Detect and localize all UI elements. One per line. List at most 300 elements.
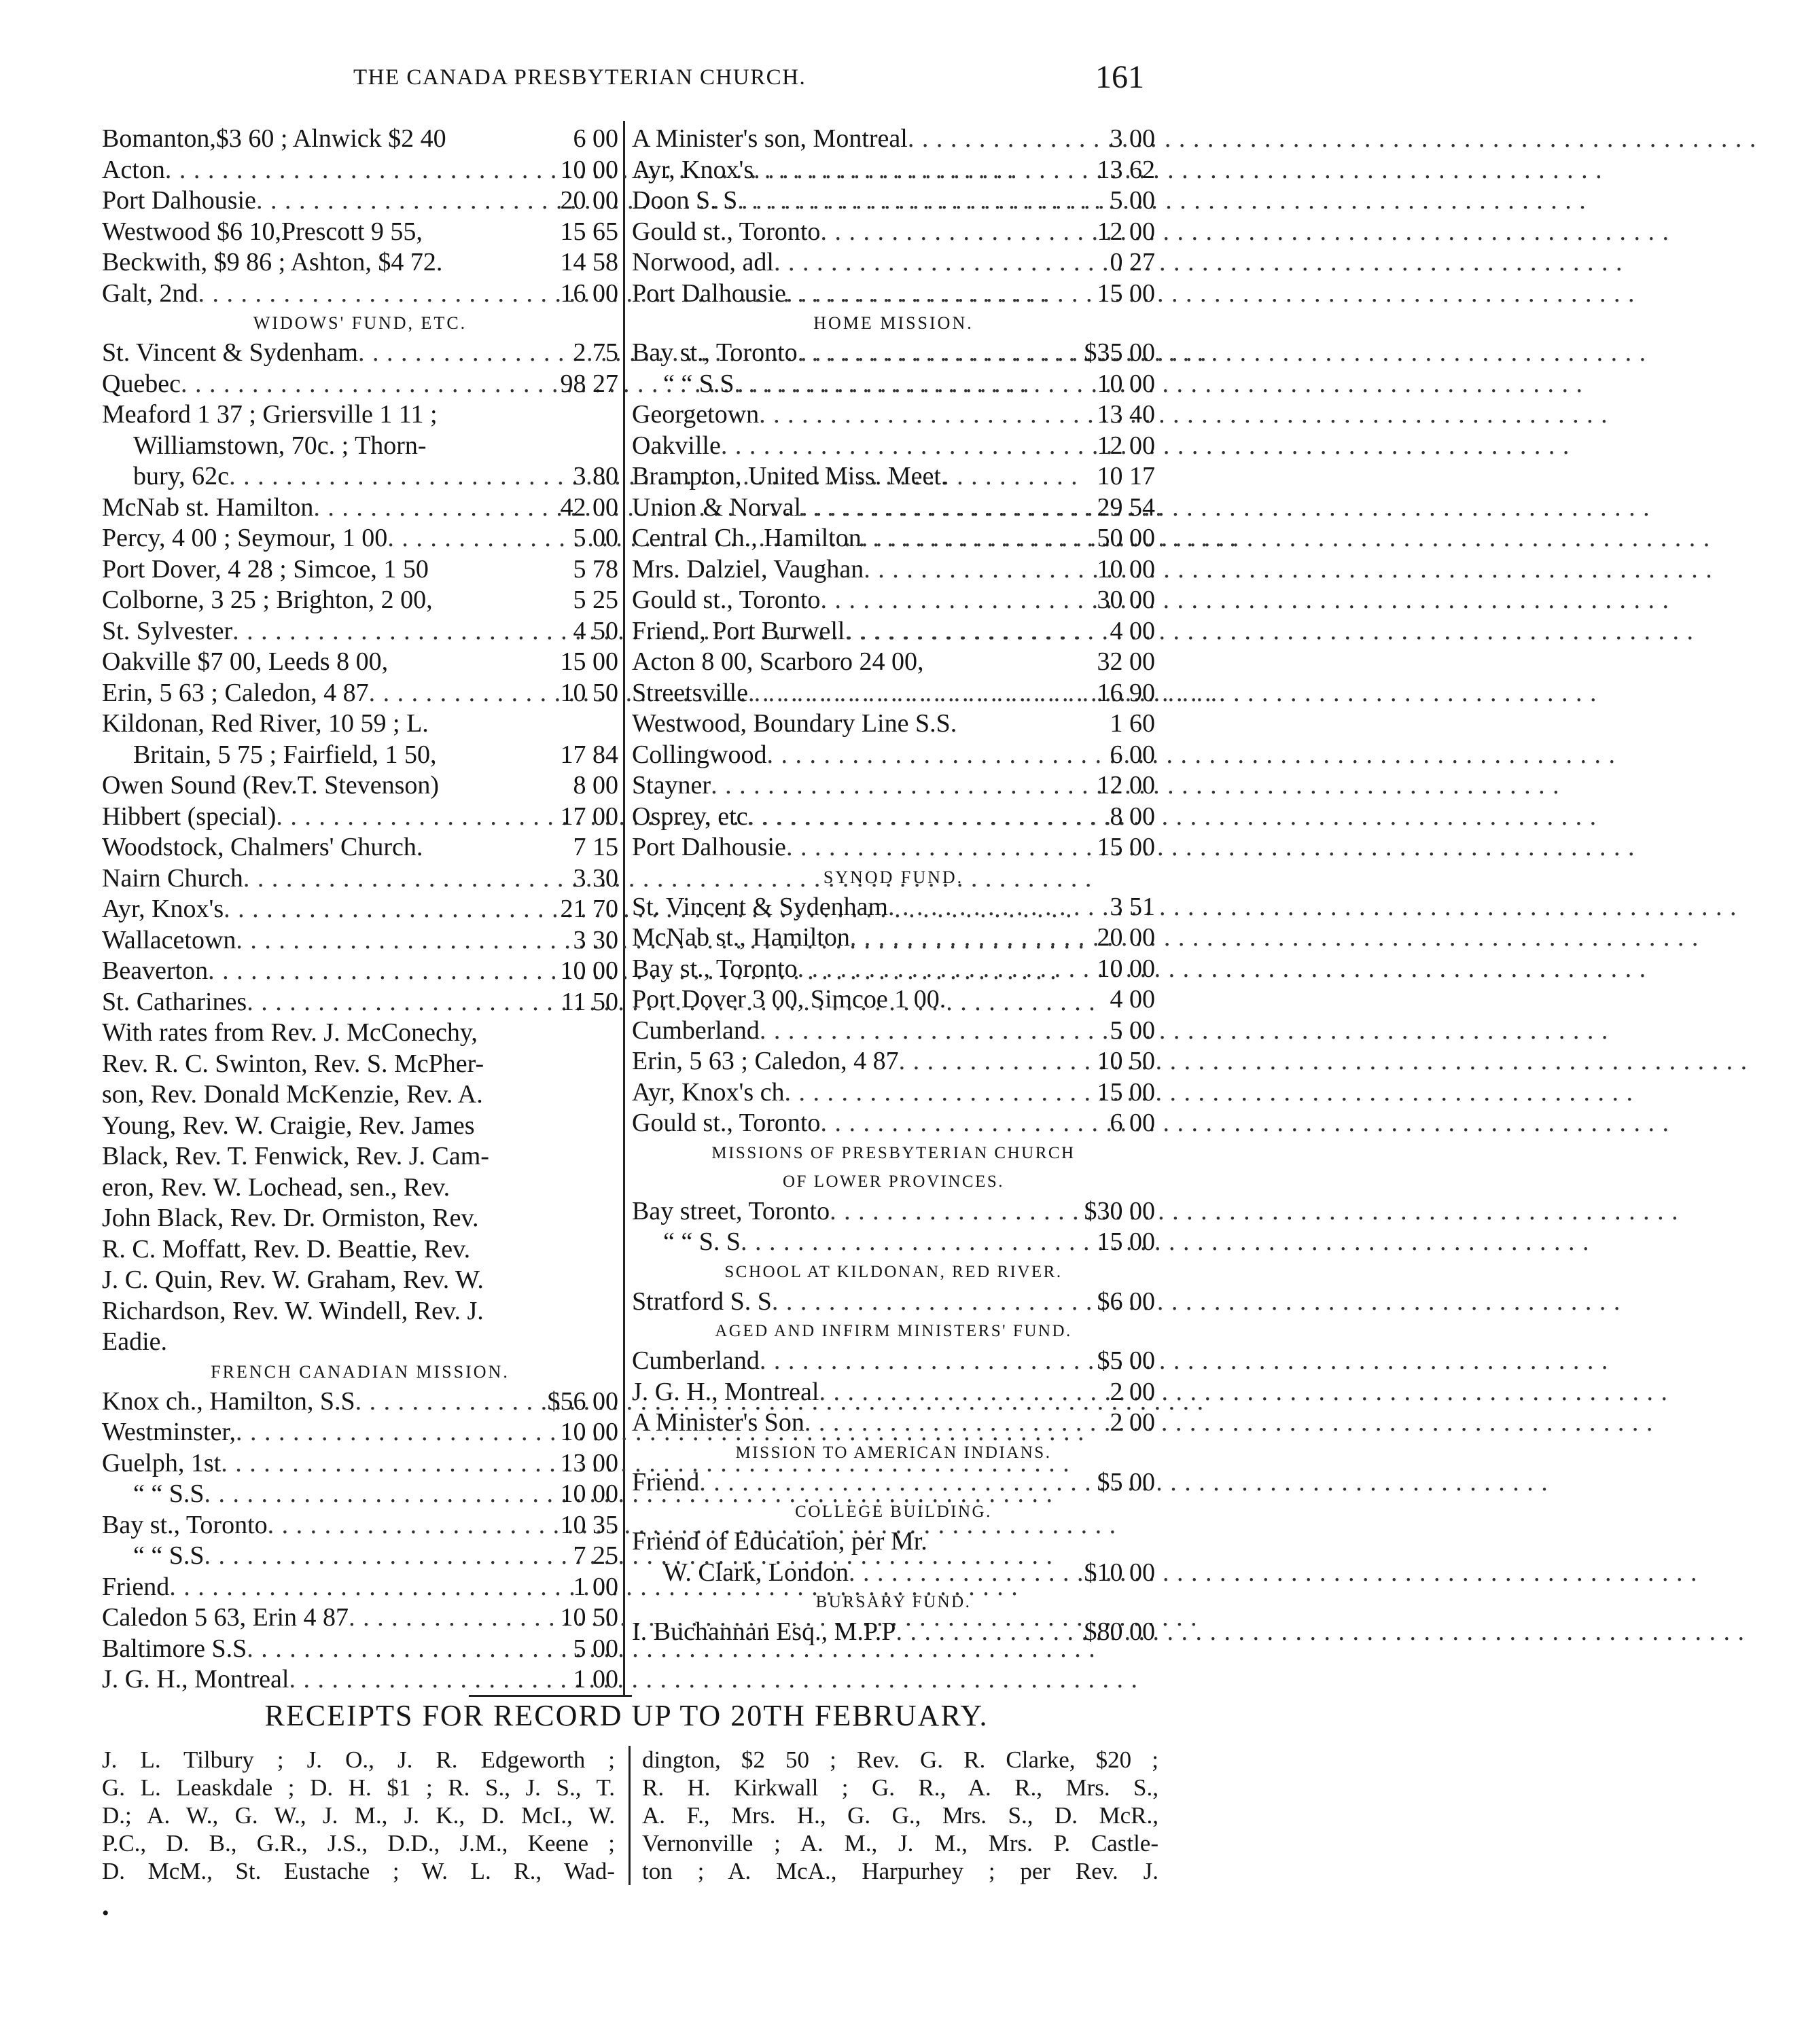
list-item [632,461,1155,492]
entry-amount: 17 84 [560,740,618,769]
entry-amount: 4 00 [1110,616,1155,645]
entry-label: Port Dover 3 00, Simcoe 1 00. [632,985,946,1014]
list-item [102,338,618,369]
entry-amount: 15 00 [560,647,618,676]
entry-amount: 5 00 [1110,186,1155,215]
leader-dots [349,1602,529,1634]
leader-dots [734,369,1066,400]
text-line: G. L. Leaskdale ; D. H. $1 ; R. S., J. S., T. [102,1774,615,1801]
entry-amount: 11 50 [561,987,618,1016]
list-item [102,647,618,678]
leader-dots [820,585,1065,616]
entry-label: St. Catharines [102,987,247,1016]
list-item [632,338,1155,369]
list-item [632,1016,1155,1047]
section-heading-lower-provinces: MISSIONS OF PRESBYTERIAN CHURCH [711,1143,1076,1162]
entry-amount: 10 50 [1097,1047,1155,1075]
entry-label: Oakville $7 00, Leeds 8 00, [102,647,389,676]
leader-dots [850,922,1065,954]
list-item [102,1664,618,1696]
text-line: Eadie. [102,1327,168,1356]
entry-label: Norwood, adl [632,248,774,276]
leader-dots [862,523,1065,554]
entry-amount: $80 00 [1084,1617,1155,1646]
list-item [632,279,1155,310]
page-number: 161 [1095,59,1144,95]
entry-label: A Minister's Son [632,1408,804,1437]
entry-amount: 5 00 [573,524,618,552]
leader-dots [247,1634,529,1665]
text-line: R. H. Kirkwall ; G. R., A. R., Mrs. S., [642,1774,1158,1801]
entry-label: Bay st., Toronto [632,338,798,367]
list-block [632,1617,1155,1648]
list-item [632,155,1155,186]
entry-amount: 6 00 [1110,740,1155,769]
list-item [102,678,618,709]
entry-amount: 7 15 [573,833,618,861]
list-item [632,922,1155,954]
entry-label: Erin, 5 63 ; Caledon, 4 87 [632,1047,899,1075]
list-item [632,369,1155,400]
list-item [102,1634,618,1665]
list-item [632,770,1155,802]
text-line: J. L. Tilbury ; J. O., J. R. Edgeworth ; [102,1746,615,1773]
entry-label: Caledon 5 63, Erin 4 87 [102,1603,349,1632]
leader-dots [355,1386,529,1418]
entry-label: Gould st., Toronto [632,217,821,246]
entry-amount: 10 50 [560,678,618,707]
text-line: D.; A. W., G. W., J. M., J. K., D. McI., W. [102,1802,615,1829]
entry-label: Osprey, etc [632,802,748,831]
list-item [102,369,618,400]
entry-label: Stratford S. S [632,1287,772,1316]
entry-label: Nairn Church [102,863,243,893]
entry-amount: 5 00 [573,1634,618,1663]
entry-amount: $10 00 [1084,1558,1155,1587]
list-item [102,832,618,863]
entry-amount: 29 54 [1097,492,1155,522]
entry-label: Port Dalhousie [102,186,256,215]
entry-amount: 10 00 [1097,554,1155,584]
leader-dots [804,1408,1065,1439]
list-item [632,1617,1155,1648]
entry-amount: $30 00 [1084,1196,1155,1225]
entry-label: Ayr, Knox's [632,155,754,184]
leader-dots [224,894,529,925]
text-line: A. F., Mrs. H., G. G., Mrs. S., D. McR., [642,1802,1158,1829]
text-line: D. McM., St. Eustache ; W. L. R., Wad- [102,1858,615,1884]
list-item [102,956,618,987]
list-item [632,1227,1155,1258]
leader-dots [908,124,1065,155]
entry-label: Bomanton,$3 60 ; Alnwick $2 40 [102,124,446,153]
list-block [632,1196,1155,1258]
section-heading-lower-provinces-2: OF LOWER PROVINCES. [783,1172,1004,1191]
list-item [102,1602,618,1634]
text-line: R. C. Moffatt, Rev. D. Beattie, Rev. [102,1234,471,1263]
list-item [102,554,618,586]
leader-dots [358,338,529,369]
list-item [632,892,1155,923]
leader-dots [737,185,1065,217]
entry-label: bury, 62c [133,462,230,490]
running-title: THE CANADA PRESBYTERIAN CHURCH. [353,65,807,90]
list-item [102,740,618,771]
list-item [632,1408,1155,1439]
entry-amount: 30 00 [1097,586,1155,614]
entry-label: Friend [632,1467,700,1496]
receipts-left-column [102,1746,615,1885]
entry-label: “ “ S.S [133,1541,205,1570]
entry-amount: 12 00 [1097,431,1155,460]
leader-dots [830,1196,1065,1227]
entry-amount: 7 25 [573,1541,618,1570]
entry-label: Bay st., Toronto [632,954,798,983]
leader-dots [748,678,1065,709]
text-line: son, Rev. Donald McKenzie, Rev. A. [102,1080,483,1109]
entry-label: Port Dover, 4 28 ; Simcoe, 1 50 [102,554,429,584]
leader-dots [798,954,1065,985]
list-item [632,709,1155,740]
text-line: Vernonville ; A. M., J. M., Mrs. P. Castle- [642,1830,1158,1857]
entry-label: Port Dalhousie [632,279,786,308]
entry-label: Beaverton [102,956,209,985]
leader-dots [711,770,1065,802]
section-heading-bursary-fund: BURSARY FUND. [815,1593,972,1611]
entry-label: Hibbert (special) [102,802,277,831]
list-item [102,863,618,895]
entry-label: Friend [102,1572,170,1601]
entry-label: Woodstock, Chalmers' Church. [102,833,423,861]
list-item [102,399,618,431]
receipts-rule [469,1695,632,1697]
entry-label: Kildonan, Red River, 10 59 ; L. [102,709,429,738]
entry-label: Wallacetown [102,925,236,954]
list-item [632,1558,1155,1589]
leader-dots [801,492,1065,524]
text-line: ton ; A. McA., Harpurhey ; per Rev. J. [642,1858,1158,1884]
receipts-title: RECEIPTS FOR RECORD UP TO 20TH FEBRUARY. [264,1699,989,1732]
list-item [102,1541,618,1572]
rates-paragraph [102,1018,618,1358]
entry-label: A Minister's son, Montreal [632,124,908,153]
list-item [102,925,618,956]
entry-amount: 5 78 [573,554,618,584]
leader-dots [759,399,1065,431]
leader-dots [313,492,529,524]
leader-dots [369,678,529,709]
entry-label: “ “ S.S [133,1480,205,1508]
list-item [632,647,1155,678]
entry-amount: 15 00 [1097,1227,1155,1256]
leader-dots [849,1558,1065,1589]
text-line: John Black, Rev. Dr. Ormiston, Rev. [102,1204,479,1232]
page-header [0,58,1253,99]
entry-amount: 8 00 [573,771,618,800]
entry-label: Beckwith, $9 86 ; Ashton, $4 72. [102,248,443,276]
list-item [632,1108,1155,1139]
leader-dots [198,279,529,310]
entry-label: Erin, 5 63 ; Caledon, 4 87 [102,678,369,707]
list-item [102,616,618,647]
list-item [102,1479,618,1510]
section-heading-home-mission: HOME MISSION. [813,313,974,333]
leader-dots [896,1617,1065,1648]
leader-dots [845,616,1065,647]
list-item [632,523,1155,554]
entry-label: I. Buchannan Esq., M.P.P [632,1617,896,1646]
entry-amount: 3 30 [573,925,618,954]
entry-label: Port Dalhousie [632,833,786,861]
entry-label: Acton [102,155,165,184]
leader-dots [786,279,1065,310]
entry-amount: $56 00 [547,1386,618,1416]
list-item [632,1467,1155,1499]
entry-amount: $35 00 [1084,338,1155,367]
receipts-right-column [642,1746,1158,1885]
list-item [102,987,618,1018]
entry-label: Ayr, Knox's [102,895,224,923]
list-item [632,431,1155,462]
entry-label: Streetsville [632,678,748,707]
entry-amount: $5 00 [1097,1467,1155,1496]
entry-amount: 1 00 [573,1572,618,1601]
list-item [102,461,618,492]
entry-label: Friend, Port Burwell [632,616,845,645]
entry-label: Union & Norval [632,492,802,522]
list-item [632,984,1155,1016]
entry-label: Westminster, [102,1418,236,1446]
leader-dots [205,1541,529,1572]
list-item [102,585,618,616]
entry-amount: 8 00 [1110,802,1155,831]
section-heading-college-building: COLLEGE BUILDING. [795,1503,992,1521]
entry-amount: 1 00 [573,1665,618,1693]
text-line: Rev. R. C. Swinton, Rev. S. McPher- [102,1049,484,1078]
leader-dots [772,1287,1065,1318]
entry-amount: 17 00 [560,802,618,831]
entry-label: Guelph, 1st [102,1448,222,1477]
entry-amount: 15 00 [1097,1077,1155,1107]
list-item [102,894,618,925]
entry-label: Gould st., Toronto [632,586,821,614]
entry-label: W. Clark, London [663,1558,849,1587]
entry-label: J. G. H., Montreal [632,1377,819,1406]
entry-amount: 4 00 [1110,985,1155,1014]
list-item [102,1417,618,1448]
entry-amount: 3 51 [1110,892,1155,921]
entry-label: Williamstown, 70c. ; Thorn- [133,431,427,460]
leader-dots [721,431,1065,462]
leader-dots [899,1046,1065,1077]
entry-amount: 5 25 [573,586,618,614]
list-item [632,1046,1155,1077]
entry-label: Galt, 2nd [102,279,198,308]
section-heading-american-indians: MISSION TO AMERICAN INDIANS. [735,1443,1052,1462]
list-item [632,247,1155,279]
entry-amount: 32 00 [1097,647,1155,676]
list-block [632,1287,1155,1318]
list-item [632,1377,1155,1408]
text-line: P.C., D. B., G.R., J.S., D.D., J.M., Keene ; [102,1830,615,1857]
leader-dots [387,523,529,554]
leader-dots [236,1417,529,1448]
leader-dots [221,1448,529,1480]
list-item [632,740,1155,771]
list-item [102,1448,618,1480]
entry-amount: 16 00 [560,279,618,308]
entry-amount: 14 58 [560,248,618,276]
entry-amount: 3 80 [573,462,618,490]
entry-amount: 10 00 [560,1418,618,1446]
list-item [102,1572,618,1603]
list-item [632,678,1155,709]
entry-amount: 98 27 [560,369,618,398]
entry-amount: 10 17 [1097,462,1155,490]
list-item [632,185,1155,217]
leader-dots [785,1077,1065,1109]
list-item [632,1346,1155,1377]
entry-label: Oakville [632,431,721,460]
entry-amount: 42 00 [560,492,618,522]
entry-label: Westwood, Boundary Line S.S. [632,709,957,738]
list-item [102,709,618,740]
list-item [632,217,1155,248]
entry-amount: 4 50 [573,616,618,645]
leader-dots [786,832,1065,863]
entry-amount: 20 00 [560,186,618,215]
leader-dots [208,956,529,987]
entry-amount: 13 62 [1097,155,1155,184]
entry-label: Central Ch., Hamilton [632,524,862,552]
leader-dots [760,1346,1065,1377]
entry-label: Cumberland [632,1016,760,1045]
text-line: eron, Rev. W. Lochead, sen., Rev. [102,1172,450,1202]
entry-amount: 10 50 [560,1603,618,1632]
entry-label: Percy, 4 00 ; Seymour, 1 00 [102,524,388,552]
entry-label: St. Vincent & Sydenham [632,892,888,921]
list-block [632,338,1155,863]
entry-amount: 3 30 [573,863,618,893]
entry-amount: $6 00 [1097,1287,1155,1316]
leader-dots [169,1572,529,1603]
list-item [102,185,618,217]
entry-label: McNab st., Hamilton [632,923,850,952]
leader-dots [165,155,529,186]
entry-label: Doon S. S [632,186,738,215]
receipts-divider [628,1746,631,1885]
leader-dots [766,740,1065,771]
list-item [102,279,618,310]
leader-dots [232,616,529,647]
list-item [632,954,1155,985]
entry-amount: 12 00 [1097,217,1155,246]
entry-label: Georgetown [632,400,760,429]
entry-amount: 21 70 [560,895,618,923]
entry-label: Ayr, Knox's ch [632,1077,785,1107]
section-heading-aged-ministers: AGED AND INFIRM MINISTERS' FUND. [715,1322,1072,1340]
section-heading-kildonan-school: SCHOOL AT KILDONAN, RED RIVER. [724,1262,1063,1281]
right-column [632,124,1155,1648]
entry-amount: 15 00 [1097,833,1155,861]
entry-label: Brampton, United Miss. Meet. [632,462,948,490]
leader-dots [741,1227,1065,1258]
entry-label: Britain, 5 75 ; Fairfield, 1 50, [133,740,437,769]
list-block [632,124,1155,309]
leader-dots [276,802,529,833]
entry-label: Owen Sound (Rev.T. Stevenson) [102,771,440,800]
entry-label: Knox ch., Hamilton, S.S [102,1386,355,1416]
list-item [102,523,618,554]
list-item [102,802,618,833]
entry-amount: 15 00 [1097,279,1155,308]
list-block [632,1346,1155,1439]
entry-amount: 50 00 [1097,524,1155,552]
leader-dots [247,987,529,1018]
section-heading-synod-fund: SYNOD FUND. [823,867,964,887]
leader-dots [243,863,529,895]
entry-amount: 5 00 [1110,1016,1155,1045]
text-line: Young, Rev. W. Craigie, Rev. James [102,1111,475,1140]
entry-amount: 6 00 [573,124,618,153]
entry-amount: 13 40 [1097,400,1155,429]
list-item [632,492,1155,524]
entry-amount: 2 00 [1110,1377,1155,1406]
leader-dots [774,247,1065,279]
list-item [632,554,1155,586]
leader-dots [236,925,529,956]
entry-label: J. G. H., Montreal [102,1665,289,1693]
text-line: Black, Rev. T. Fenwick, Rev. J. Cam- [102,1142,489,1170]
list-block [102,124,618,309]
text-line: dington, $2 50 ; Rev. G. R. Clarke, $20 ; [642,1746,1158,1773]
list-block [632,892,1155,1139]
entry-amount: 10 00 [560,155,618,184]
leader-dots [820,217,1065,248]
leader-dots [268,1510,529,1541]
entry-label: Cumberland [632,1346,760,1375]
list-item [632,124,1155,155]
entry-amount: 12 00 [1097,771,1155,800]
text-line: With rates from Rev. J. McConechy, [102,1018,478,1047]
entry-amount: 6 00 [1110,1109,1155,1137]
list-item [102,1386,618,1418]
entry-label: Stayner [632,771,711,800]
text-line: Richardson, Rev. W. Windell, Rev. J. [102,1296,484,1325]
entry-label: Baltimore S.S [102,1634,247,1663]
entry-label: Gould st., Toronto [632,1109,821,1137]
entry-amount: 16 90 [1097,678,1155,707]
entry-label: Meaford 1 37 ; Griersville 1 11 ; [102,400,438,429]
list-item [632,616,1155,647]
list-block [632,1467,1155,1499]
entry-label: Bay st., Toronto [102,1510,268,1539]
list-item [632,1196,1155,1227]
leader-dots [864,554,1065,586]
list-item [632,1287,1155,1318]
list-block [102,1386,618,1696]
leader-dots [256,185,529,217]
leader-dots [754,155,1065,186]
leader-dots [181,369,529,400]
entry-label: Colborne, 3 25 ; Brighton, 2 00, [102,586,433,614]
list-item [632,399,1155,431]
list-item [102,155,618,186]
entry-label: “ “ S.S [663,369,734,398]
list-item [102,431,618,462]
leader-dots [760,1016,1065,1047]
entry-label: St. Vincent & Sydenham [102,338,358,367]
